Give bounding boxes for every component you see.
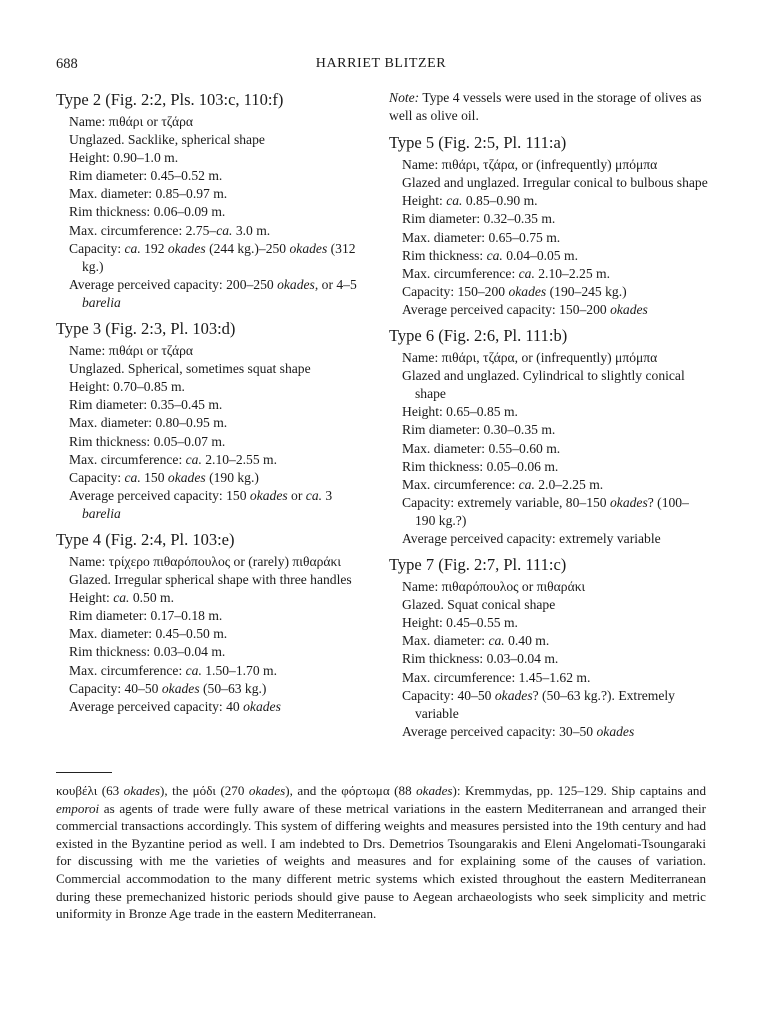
spec-line: Average perceived capacity: 30–50 okades [402, 723, 635, 739]
type-entry [69, 342, 374, 523]
left-column [56, 89, 374, 716]
spec-line: Glazed and unglazed. Irregular conical to bulbous shape [402, 175, 708, 191]
spec-line: Height: 0.45–0.55 m. [402, 615, 518, 631]
spec-line: Name: πιθαρόπουλος or πιθαράκι [402, 579, 586, 595]
spec-line: Rim diameter: 0.30–0.35 m. [402, 422, 556, 438]
running-title: HARRIET BLITZER [315, 56, 447, 71]
spec-line: Max. diameter: ca. 0.40 m. [402, 633, 550, 649]
spec-line: Height: 0.90–1.0 m. [69, 150, 179, 166]
spec-line: Average perceived capacity: 200–250 okades, or 4–5 barelia [69, 276, 357, 310]
spec-line: Rim thickness: 0.05–0.06 m. [402, 458, 559, 474]
spec-line: Glazed. Squat conical shape [402, 597, 556, 613]
spec-line: Max. circumference: ca. 2.10–2.55 m. [69, 451, 278, 467]
right-type-list [389, 132, 709, 741]
spec-line: Glazed and unglazed. Cylindrical to slightly conical shape [402, 368, 685, 402]
spec-line: Rim thickness: ca. 0.04–0.05 m. [402, 247, 578, 263]
spec-line: Name: πιθάρι or τζάρα [69, 114, 193, 129]
note-label: Note: [389, 90, 420, 105]
spec-line: Average perceived capacity: extremely variable [402, 530, 661, 546]
spec-line: Capacity: 40–50 okades? (50–63 kg.?). Extremely variable [402, 687, 675, 721]
type-heading: Type 7 (Fig. 2:7, Pl. 111:c) [389, 555, 567, 575]
type-entry [69, 113, 374, 312]
type-heading: Type 4 (Fig. 2:4, Pl. 103:e) [56, 529, 235, 549]
spec-line: Rim thickness: 0.05–0.07 m. [69, 433, 226, 449]
footnote-rule [56, 772, 112, 773]
spec-line: Capacity: 150–200 okades (190–245 kg.) [402, 283, 627, 299]
spec-line: Name: πιθάρι, τζάρα, or (infrequently) μπόμπα [402, 157, 658, 173]
footnote [56, 782, 706, 923]
type-entry [402, 578, 709, 741]
page-header [56, 56, 706, 76]
spec-line: Average perceived capacity: 150–200 okades [402, 301, 648, 317]
spec-line: Rim thickness: 0.03–0.04 m. [69, 644, 226, 660]
spec-line: Name: πιθάρι or τζάρα [69, 343, 193, 359]
spec-line: Max. circumference: ca. 2.10–2.25 m. [402, 265, 611, 281]
type-heading: Type 2 (Fig. 2:2, Pls. 103:c, 110:f) [56, 90, 284, 109]
type-entry [402, 349, 709, 548]
spec-line: Rim diameter: 0.45–0.52 m. [69, 168, 223, 184]
spec-line: Rim thickness: 0.03–0.04 m. [402, 651, 559, 667]
spec-line: Height: 0.65–0.85 m. [402, 404, 518, 420]
spec-line: Height: 0.70–0.85 m. [69, 379, 185, 395]
spec-line: Max. diameter: 0.55–0.60 m. [402, 440, 561, 456]
spec-line: Capacity: ca. 192 okades (244 kg.)–250 okades (312 kg.) [69, 240, 356, 274]
spec-line: Glazed. Irregular spherical shape with three handles [69, 572, 352, 588]
spec-line: Max. circumference: ca. 2.0–2.25 m. [402, 476, 604, 492]
footnote-text: κουβέλι (63 okades), the μόδι (270 okades), and the φόρτωμα (88 okades): Kremmydas, pp. 125–129. Ship captains and emporoi as agents of trade were fully aware of these metrical variations in the eastern Mediterranean and arranged their commercial transactions accordingly. This system of differing weights and measures persisted into the 19th century and had existed in the Byzantine period as well. I am indebted to Drs. Demetrios Tsoungarakis and Eleni Angelomati-Tsoungaraki for discussing with me the varieties of weights and measures and for explaining some of the causes of variation. Commercial accommodation to the many different metric systems which existed throughout the eastern Mediterranean during these premechanized historic periods should give pause to Aegean archaeologists who seek simplicity and metric uniformity in Bronze Age trade in the eastern Mediterranean. [56, 783, 707, 922]
spec-line: Rim diameter: 0.32–0.35 m. [402, 211, 556, 227]
spec-line: Max. diameter: 0.45–0.50 m. [69, 626, 228, 642]
spec-line: Rim diameter: 0.35–0.45 m. [69, 397, 223, 413]
note-paragraph [389, 89, 709, 125]
spec-line: Max. diameter: 0.85–0.97 m. [69, 186, 228, 202]
type-heading: Type 6 (Fig. 2:6, Pl. 111:b) [389, 326, 568, 346]
spec-line: Capacity: 40–50 okades (50–63 kg.) [69, 680, 267, 696]
spec-line: Unglazed. Sacklike, spherical shape [69, 132, 265, 148]
spec-line: Max. circumference: ca. 1.50–1.70 m. [69, 662, 278, 678]
spec-line: Height: ca. 0.50 m. [69, 590, 174, 606]
spec-line: Average perceived capacity: 150 okades or ca. 3 barelia [69, 487, 333, 521]
spec-line: Unglazed. Spherical, sometimes squat shape [69, 361, 311, 377]
note-text: Type 4 vessels were used in the storage of olives as well as olive oil. [389, 90, 702, 124]
spec-line: Capacity: extremely variable, 80–150 okades? (100–190 kg.?) [402, 494, 689, 528]
type-heading: Type 3 (Fig. 2:3, Pl. 103:d) [56, 319, 236, 339]
spec-line: Height: ca. 0.85–0.90 m. [402, 193, 538, 209]
spec-line: Capacity: ca. 150 okades (190 kg.) [69, 469, 259, 485]
type-heading: Type 5 (Fig. 2:5, Pl. 111:a) [389, 133, 567, 153]
spec-line: Max. circumference: 1.45–1.62 m. [402, 669, 591, 685]
spec-line: Name: τρίχερο πιθαρόπουλος or (rarely) πιθαράκι [69, 553, 341, 569]
type-entry [69, 553, 374, 716]
spec-line: Max. circumference: 2.75–ca. 3.0 m. [69, 222, 271, 238]
page-number: 688 [56, 56, 78, 72]
spec-line: Max. diameter: 0.80–0.95 m. [69, 415, 228, 431]
spec-line: Rim diameter: 0.17–0.18 m. [69, 608, 223, 624]
spec-line: Average perceived capacity: 40 okades [69, 698, 281, 714]
right-column [389, 89, 709, 741]
spec-line: Rim thickness: 0.06–0.09 m. [69, 204, 226, 220]
spec-line: Name: πιθάρι, τζάρα, or (infrequently) μπόμπα [402, 350, 658, 366]
spec-line: Max. diameter: 0.65–0.75 m. [402, 229, 561, 245]
type-entry [402, 156, 709, 319]
